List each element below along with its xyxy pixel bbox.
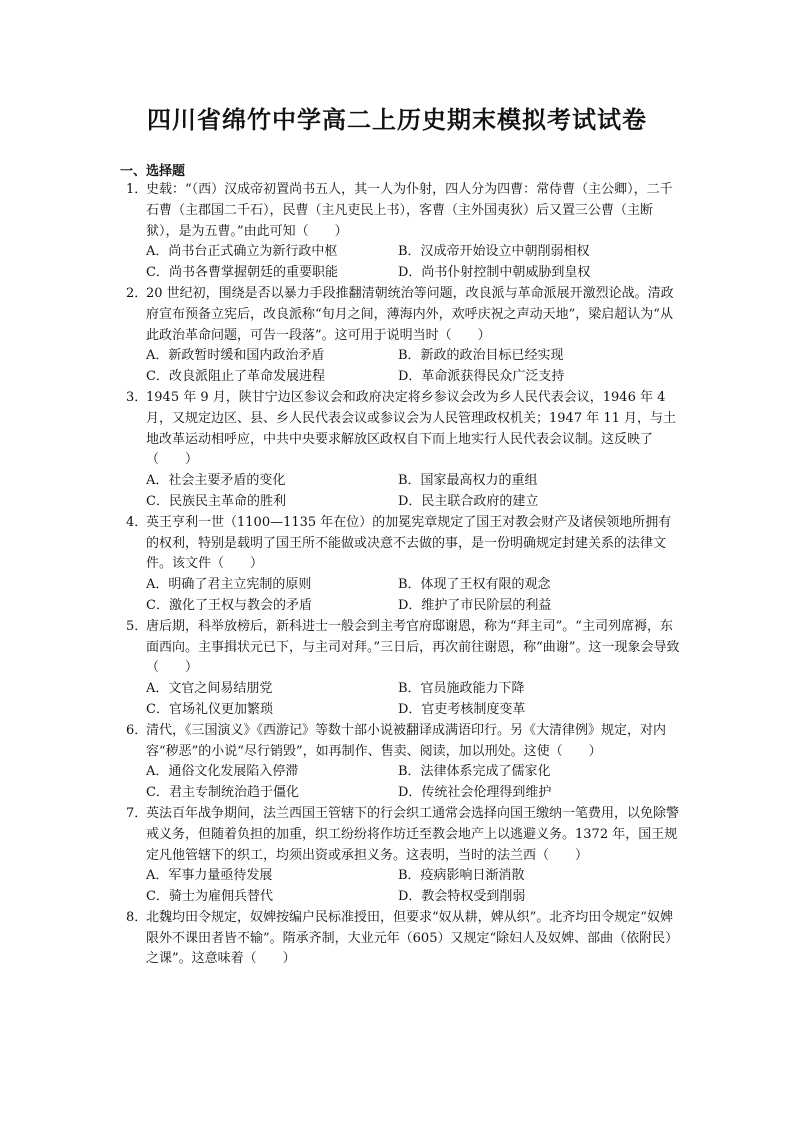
- question-item: [120, 180, 680, 284]
- answer-option: D．民主联合政府的建立: [398, 493, 539, 509]
- answer-options: [146, 866, 680, 908]
- question-item: [120, 804, 680, 908]
- question-number: 4．: [126, 514, 148, 530]
- question-stem: 唐后期，科举放榜后，新科进士一般会到主考官府邸谢恩，称为“拜主司”。“主司列席褥，东面西向。主事揖状元已下，与主司对拜。”三日后，再次前往谢恩，称“曲谢”。这一现象会导致（ ）: [146, 618, 680, 676]
- answer-options: [146, 679, 680, 721]
- question-stem: 20 世纪初，围绕是否以暴力手段推翻清朝统治等问题，改良派与革命派展开激烈论战。清政府宣布预备立宪后，改良派称“旬月之间，薄海内外，欢呼庆祝之声动天地”，梁启超认为“从此政治革命问题，可告一段落”。这可用于说明当时（ ）: [146, 285, 674, 343]
- answer-option: B．国家最高权力的重组: [398, 473, 538, 489]
- answer-option: C．尚书各曹掌握朝廷的重要职能: [146, 265, 338, 281]
- section-heading: 一、选择题: [120, 164, 186, 179]
- answer-option: A．社会主要矛盾的变化: [146, 473, 286, 489]
- question-stem: 英法百年战争期间，法兰西国王管辖下的行会织工通常会选择向国王缴纳一笔费用，以免除警戒义务，但随着负担的加重，织工纷纷将作坊迁至教会地产上以逃避义务。1372 年，国王规定凡他管辖下的织工，均须出资或承担义务。这表明，当时的法兰西（ ）: [146, 805, 680, 863]
- question-item: [120, 388, 680, 513]
- question-number: 6．: [126, 722, 148, 738]
- answer-option: D．传统社会伦理得到维护: [398, 785, 552, 801]
- question-stem: 史载：“（西）汉成帝初置尚书五人，其一人为仆射，四人分为四曹：常侍曹（主公卿），二千石曹（主郡国二千石），民曹（主凡吏民上书），客曹（主外国夷狄）后又置三公曹（主断狱），是为五曹。”由此可知（ ）: [146, 182, 673, 239]
- answer-option: D．尚书仆射控制中朝威胁到皇权: [398, 265, 591, 281]
- answer-options: [146, 471, 680, 513]
- answer-option: B．汉成帝开始设立中朝削弱相权: [398, 244, 590, 260]
- answer-option: D．革命派获得民众广泛支持: [398, 369, 565, 385]
- page-title: 四川省绵竹中学高二上历史期末模拟考试试卷: [147, 106, 647, 134]
- answer-options: [146, 575, 680, 617]
- answer-option: C．激化了王权与教会的矛盾: [146, 597, 312, 613]
- answer-option: A．军事力量亟待发展: [146, 868, 273, 884]
- answer-options: [146, 762, 680, 804]
- question-number: 3．: [126, 389, 148, 405]
- answer-option: A．新政暂时缓和国内政治矛盾: [146, 348, 325, 364]
- answer-option: A．明确了君主立宪制的原则: [146, 577, 312, 593]
- answer-option: D．维护了市民阶层的利益: [398, 597, 552, 613]
- answer-option: A．尚书台正式确立为新行政中枢: [146, 244, 338, 260]
- answer-option: A．通俗文化发展陷入停滞: [146, 764, 299, 780]
- question-number: 2．: [126, 285, 148, 301]
- question-item: [120, 513, 680, 617]
- question-stem: 英王亨利一世（1100—1135 年在位）的加冕宪章规定了国王对教会财产及诸侯领地所拥有的权利，特别是载明了国王所不能做或决意不去做的事，是一份明确规定封建关系的法律文件。该文件（ ）: [146, 514, 672, 572]
- answer-option: B．体现了王权有限的观念: [398, 577, 551, 593]
- answer-option: C．官场礼仪更加繁琐: [146, 701, 273, 717]
- question-list: [120, 180, 680, 970]
- question-number: 7．: [126, 805, 148, 821]
- answer-options: [146, 242, 680, 284]
- answer-option: D．官吏考核制度变革: [398, 701, 526, 717]
- question-stem: 清代，《三国演义》《西游记》等数十部小说被翻译成满语印行。另《大清律例》规定，对内容“秽恶”的小说“尽行销毁”，如再制作、售卖、阅读，加以刑处。这使（ ）: [146, 722, 667, 759]
- question-item: [120, 617, 680, 721]
- question-stem: 北魏均田令规定，奴婢按编户民标准授田，但要求“奴从耕，婢从织”。北齐均田令规定“奴婢限外不课田者皆不输”。隋承齐制，大业元年（605）又规定“除妇人及奴婢、部曲（依附民）之课”。这意味着（ ）: [146, 909, 679, 967]
- answer-option: B．官员施政能力下降: [398, 681, 525, 697]
- question-number: 1．: [126, 182, 148, 197]
- answer-option: B．新政的政治目标已经实现: [398, 348, 564, 364]
- answer-option: B．法律体系完成了儒家化: [398, 764, 551, 780]
- answer-option: B．疫病影响日渐消散: [398, 868, 525, 884]
- answer-option: D．教会特权受到削弱: [398, 889, 526, 905]
- answer-option: C．民族民主革命的胜利: [146, 493, 286, 509]
- question-number: 5．: [126, 618, 148, 634]
- question-item: [120, 284, 680, 388]
- answer-option: A．文官之间易结朋党: [146, 681, 273, 697]
- question-item: [120, 721, 680, 804]
- answer-option: C．改良派阻止了革命发展进程: [146, 369, 325, 385]
- answer-option: C．骑士为雇佣兵替代: [146, 889, 273, 905]
- answer-option: C．君主专制统治趋于僵化: [146, 785, 299, 801]
- question-item: [120, 908, 680, 970]
- question-stem: 1945 年 9 月，陕甘宁边区参议会和政府决定将乡参议会改为乡人民代表会议，1946 年 4 月，又规定边区、县、乡人民代表会议或参议会为人民管理政权机关；1947 年 11 月，与土地改革运动相呼应，中共中央要求解放区政权自下而上地实行人民代表会议制。这反映了（ ）: [146, 389, 677, 468]
- answer-options: [146, 346, 680, 388]
- question-number: 8．: [126, 909, 148, 925]
